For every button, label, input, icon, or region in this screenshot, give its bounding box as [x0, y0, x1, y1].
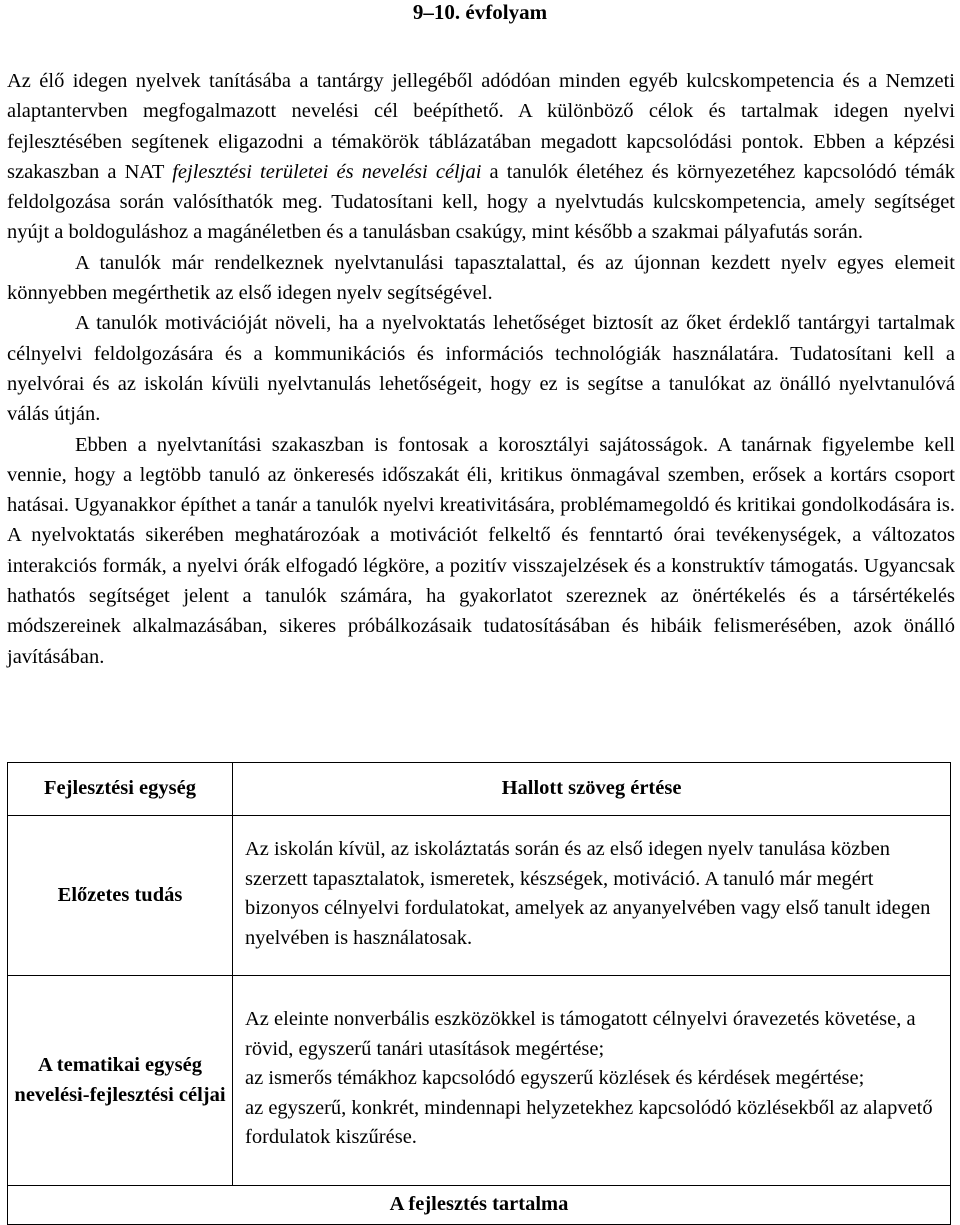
curriculum-table — [7, 762, 951, 1225]
table-row — [8, 816, 951, 976]
table-row — [8, 763, 951, 816]
table-row — [8, 1186, 951, 1225]
row-label-prior-knowledge: Előzetes tudás — [8, 816, 233, 976]
row-label-development-unit: Fejlesztési egység — [8, 763, 233, 816]
goal-line: az ismerős témákhoz kapcsolódó egyszerű közlések és kérdések megértése; — [245, 1067, 865, 1090]
paragraph-1-emphasis: fejlesztési területei és nevelési céljai — [172, 160, 482, 183]
paragraph-1-part-1: Az élő idegen nyelvek tanításába a tantárgy jellegéből adódóan minden egyéb kulcskompetencia és a Nemzeti alaptantervben megfogalmazott nevelési cél beépíthető. A különböző célok és tartalmak idegen nyelvi fejlesztésében segítenek eligazodni a témakörök táblázatában megadott kapcsolódási pontok. Ebben a képzési szakaszban a NAT — [7, 70, 955, 183]
row-development-content: A fejlesztés tartalma — [8, 1186, 951, 1225]
body-text — [7, 66, 955, 672]
row-value-development-unit: Hallott szöveg értése — [233, 763, 951, 816]
row-value-goals — [233, 976, 951, 1186]
row-value-prior-knowledge: Az iskolán kívül, az iskoláztatás során és az első idegen nyelv tanulása közben szerzett tapasztalatok, ismeretek, készségek, motiváció. A tanuló már megért bizonyos célnyelvi fordulatokat, amelyek az anyanyelvében vagy első tanult idegen nyelvében is használatosak. — [233, 816, 951, 976]
page-heading: 9–10. évfolyam — [412, 0, 548, 24]
goal-line: az egyszerű, konkrét, mindennapi helyzetekhez kapcsolódó közlésekből az alapvető fordulatok kiszűrése. — [245, 1096, 933, 1149]
paragraph-1 — [7, 66, 955, 248]
paragraph-2: A tanulók már rendelkeznek nyelvtanulási tapasztalattal, és az újonnan kezdett nyelv egyes elemeit könnyebben megérthetik az első idegen nyelv segítségével. — [7, 251, 955, 305]
row-label-goals: A tematikai egység nevelési-fejlesztési céljai — [8, 976, 233, 1186]
goal-line: Az eleinte nonverbális eszközökkel is támogatott célnyelvi óravezetés követése, a rövid, egyszerű tanári utasítások megértése; — [245, 1008, 916, 1060]
table-row — [8, 976, 951, 1186]
paragraph-4: Ebben a nyelvtanítási szakaszban is fontosak a korosztályi sajátosságok. A tanárnak figyelembe kell vennie, hogy a legtöbb tanuló az önkeresés időszakát éli, kritikus önmagával szemben, erősek a kortárs csoport hatásai. Ugyanakkor építhet a tanár a tanulók nyelvi kreativitására, problémamegoldó és kritikai gondolkodására is. A nyelvoktatás sikerében meghatározóak a motivációt felkeltő és fenntartó órai tevékenységek, a változatos interakciós formák, a nyelvi órák elfogadó légköre, a pozitív visszajelzések és a konstruktív támogatás. Ugyancsak hathatós segítséget jelent a tanulók számára, ha gyakorlatot szereznek az önértékelés és a társértékelés módszereinek alkalmazásában, sikeres próbálkozásaik tudatosításában és hibáik felismerésében, azok önálló javításában. — [7, 433, 955, 668]
paragraph-1-part-2: a tanulók életéhez és környezetéhez kapcsolódó témák feldolgozása során valósíthatók meg. Tudatosítani kell, hogy a nyelvtudás kulcskompetencia, amely segítséget nyújt a boldoguláshoz a magánéletben és a tanulásban csakúgy, mint később a szakmai pályafutás során. — [7, 160, 955, 244]
paragraph-3: A tanulók motivációját növeli, ha a nyelvoktatás lehetőséget biztosít az őket érdeklő tantárgyi tartalmak célnyelvi feldolgozására és a kommunikációs és információs technológiák használatára. Tudatosítani kell a nyelvórai és az iskolán kívüli nyelvtanulás lehetőségeit, hogy ez is segítse a tanulókat az önálló nyelvtanulóvá válás útján. — [7, 312, 955, 426]
